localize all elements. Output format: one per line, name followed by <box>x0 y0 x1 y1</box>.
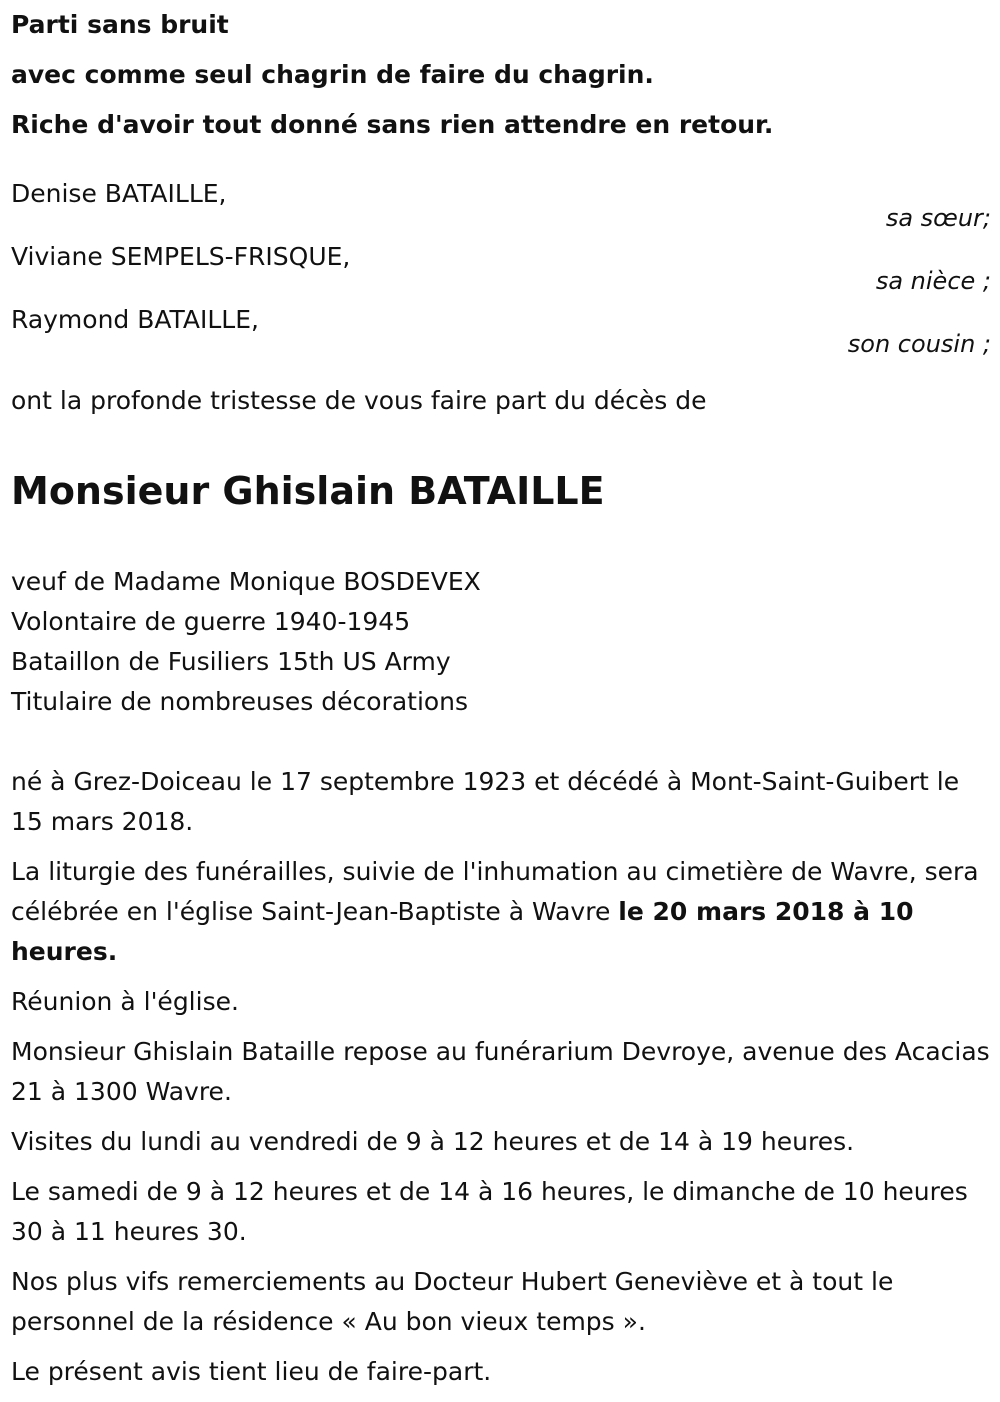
visits-week-paragraph: Visites du lundi au vendredi de 9 à 12 heures et de 14 à 19 heures. <box>11 1127 855 1156</box>
family-member <box>11 242 991 305</box>
family-list <box>11 179 991 368</box>
family-member-name: Raymond BATAILLE, <box>11 305 259 334</box>
family-member <box>11 179 991 242</box>
visits-weekend-paragraph: Le samedi de 9 à 12 heures et de 14 à 16 heures, le dimanche de 10 heures 30 à 11 heures 30. <box>11 1177 968 1246</box>
title-line: Volontaire de guerre 1940-1945 <box>11 607 411 636</box>
intro-line-1: Parti sans bruit <box>11 10 229 39</box>
funeral-details <box>11 762 991 1392</box>
obituary-document <box>11 0 991 1402</box>
intro-poem <box>11 0 991 150</box>
notice-paragraph: Le présent avis tient lieu de faire-part. <box>11 1357 492 1386</box>
family-member-name: Denise BATAILLE, <box>11 179 227 208</box>
intro-line-3: Riche d'avoir tout donné sans rien attendre en retour. <box>11 110 774 139</box>
meeting-paragraph: Réunion à l'église. <box>11 987 239 1016</box>
liturgy-text: La liturgie des funérailles, suivie de l'inhumation au cimetière de Wavre, sera célébrée en l'église Saint-Jean-Baptiste à Wavre <box>11 857 979 926</box>
birth-death-paragraph: né à Grez-Doiceau le 17 septembre 1923 et décédé à Mont-Saint-Guibert le 15 mars 2018. <box>11 767 960 836</box>
deceased-name: Monsieur Ghislain BATAILLE <box>11 469 605 513</box>
liturgy-paragraph <box>11 852 991 972</box>
announcement-text: ont la profonde tristesse de vous faire part du décès de <box>11 386 707 415</box>
liturgy-date: le 20 mars 2018 à 10 heures. <box>11 897 914 966</box>
family-member-relation: son cousin ; <box>847 330 991 358</box>
family-member-relation: sa nièce ; <box>875 267 991 295</box>
deceased-titles <box>11 562 991 722</box>
title-line: Bataillon de Fusiliers 15th US Army <box>11 647 451 676</box>
funerarium-paragraph: Monsieur Ghislain Bataille repose au funérarium Devroye, avenue des Acacias 21 à 1300 Wavre. <box>11 1037 990 1106</box>
title-line: Titulaire de nombreuses décorations <box>11 687 469 716</box>
family-member-name: Viviane SEMPELS-FRISQUE, <box>11 242 351 271</box>
family-member-relation: sa sœur; <box>885 204 991 232</box>
intro-line-2: avec comme seul chagrin de faire du chagrin. <box>11 60 654 89</box>
family-member <box>11 305 991 368</box>
thanks-paragraph: Nos plus vifs remerciements au Docteur Hubert Geneviève et à tout le personnel de la résidence « Au bon vieux temps ». <box>11 1267 894 1336</box>
title-line: veuf de Madame Monique BOSDEVEX <box>11 567 481 596</box>
